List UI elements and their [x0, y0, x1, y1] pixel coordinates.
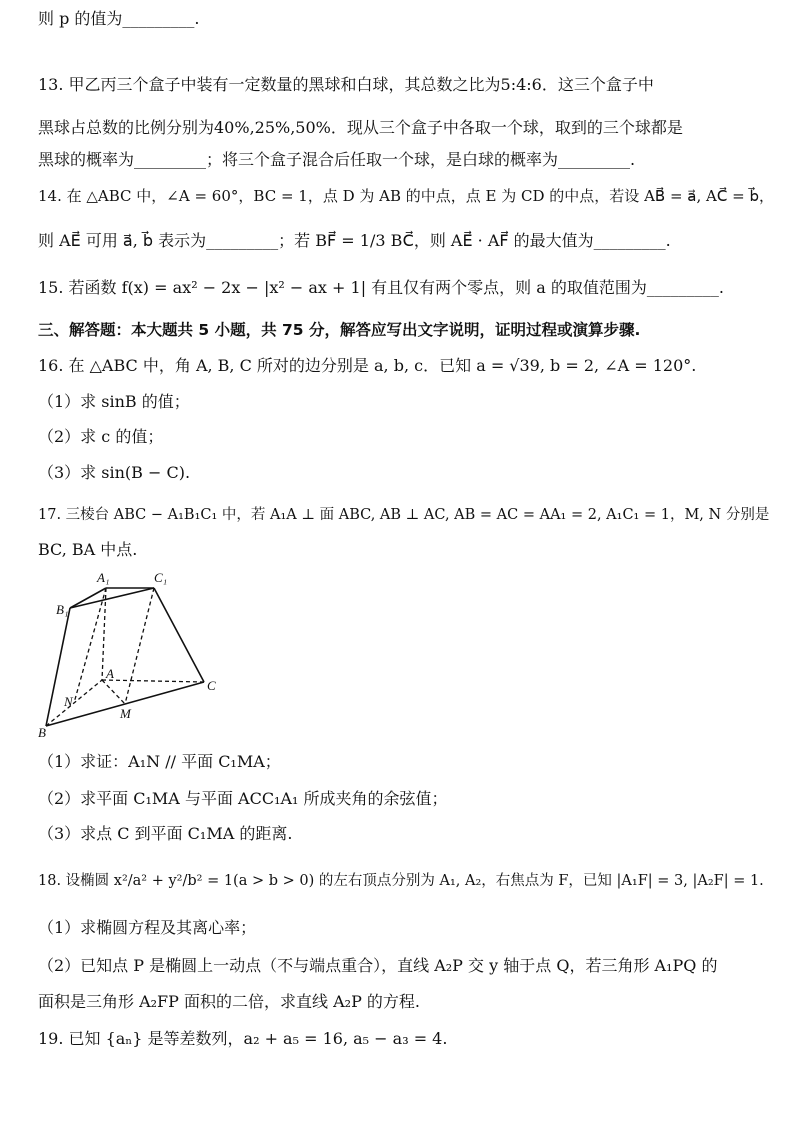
label-n: N [64, 694, 73, 709]
label-b1: B₁ [56, 602, 69, 617]
q16-line: 16. 在 △ABC 中，角 A, B, C 所对的边分别是 a, b, c．已知 a = √39, b = 2, ∠A = 120°. [38, 356, 697, 375]
label-b: B [38, 725, 46, 740]
q13-line2: 黑球占总数的比例分别为40%,25%,50%．现从三个盒子中各取一个球，取到的三个球都是 [38, 118, 683, 137]
segment-am [102, 680, 125, 704]
q15-line: 15. 若函数 f(x) = ax² − 2x − |x² − ax + 1| 有且仅有两个零点，则 a 的取值范围为_________. [38, 278, 724, 297]
q17-part3: （3）求点 C 到平面 C₁MA 的距离. [38, 824, 293, 843]
edge-ac [102, 680, 204, 682]
q18-part2-line2: 面积是三角形 A₂FP 面积的二倍，求直线 A₂P 的方程. [38, 992, 421, 1011]
q13-line1: 13. 甲乙丙三个盒子中装有一定数量的黑球和白球，其总数之比为5:4:6．这三个盒子中 [38, 75, 654, 94]
q17-part1: （1）求证：A₁N // 平面 C₁MA； [38, 752, 281, 771]
edge-c1c [154, 588, 204, 682]
q17-line2: BC, BA 中点. [38, 540, 138, 559]
q17-line1: 17. 三棱台 ABC − A₁B₁C₁ 中，若 A₁A ⊥ 面 ABC, AB ⊥ AC, AB = AC = AA₁ = 2, A₁C₁ = 1，M, N 分别是 [38, 507, 770, 523]
label-m: M [120, 706, 131, 721]
label-a1: A₁ [97, 570, 110, 585]
segment-c1m [125, 588, 154, 704]
line-p-value: 则 p 的值为_________. [38, 9, 200, 28]
q19-line: 19. 已知 {aₙ} 是等差数列，a₂ + a₅ = 16, a₅ − a₃ = 4. [38, 1029, 448, 1048]
q18-line1: 18. 设椭圆 x²/a² + y²/b² = 1(a > b > 0) 的左右顶点分别为 A₁, A₂，右焦点为 F，已知 |A₁F| = 3, |A₂F| = 1. [38, 873, 764, 889]
label-c: C [207, 678, 216, 693]
q14-line1: 14. 在 △ABC 中，∠A = 60°，BC = 1，点 D 为 AB 的中点，点 E 为 CD 的中点，若设 AB⃗ = a⃗, AC⃗ = b⃗， [38, 187, 774, 205]
edge-b1c1 [70, 588, 154, 608]
q18-part1: （1）求椭圆方程及其离心率； [38, 918, 257, 937]
q14-line2: 则 AE⃗ 可用 a⃗, b⃗ 表示为_________；若 BF⃗ = 1/3 BC⃗，则 AE⃗ · AF⃗ 的最大值为_________. [38, 231, 671, 250]
q16-part3: （3）求 sin(B − C). [38, 463, 191, 482]
frustum-figure [36, 568, 236, 740]
q17-part2: （2）求平面 C₁MA 与平面 ACC₁A₁ 所成夹角的余弦值； [38, 789, 448, 808]
q18-part2-line1: （2）已知点 P 是椭圆上一动点（不与端点重合），直线 A₂P 交 y 轴于点 Q，若三角形 A₁PQ 的 [38, 956, 718, 975]
section-title-3: 三、解答题：本大题共 5 小题，共 75 分，解答应写出文字说明，证明过程或演算步骤. [38, 321, 641, 339]
q16-part2: （2）求 c 的值； [38, 427, 164, 446]
label-c1: C₁ [154, 570, 168, 585]
label-a: A [106, 666, 114, 681]
q16-part1: （1）求 sinB 的值； [38, 392, 190, 411]
q13-line3: 黑球的概率为_________；将三个盒子混合后任取一个球，是白球的概率为_________. [38, 150, 636, 169]
